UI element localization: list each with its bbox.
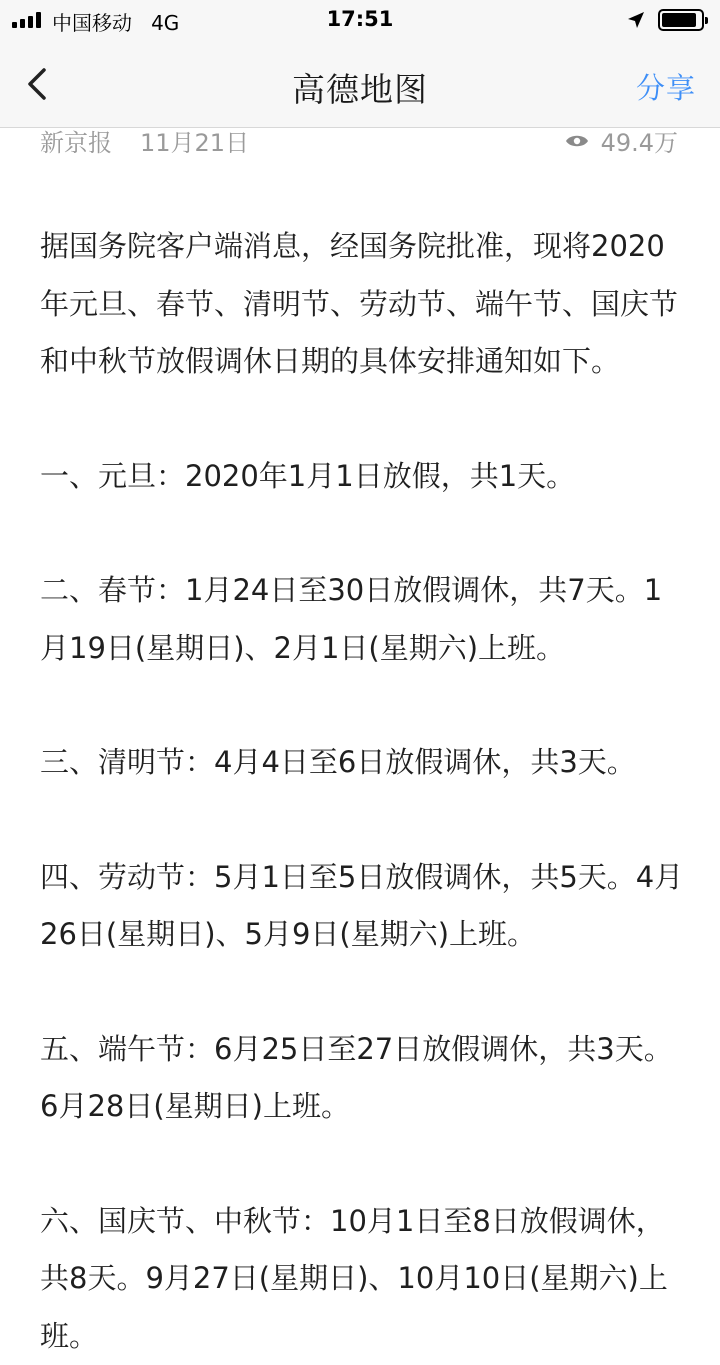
network-type: 4G [151,11,179,35]
view-count-value: 49.4万 [601,123,678,158]
carrier-name: 中国移动 [52,11,132,35]
page-title: 高德地图 [0,64,720,111]
article-paragraph: 据国务院客户端消息，经国务院批准，现将2020年元旦、春节、清明节、劳动节、端午节、国庆节和中秋节放假调休日期的具体安排通知如下。 [40,218,684,391]
article-paragraph: 一、元旦：2020年1月1日放假，共1天。 [40,448,684,506]
status-time: 17:51 [0,7,720,31]
nav-bar [0,40,720,128]
article-paragraph: 六、国庆节、中秋节：10月1日至8日放假调休，共8天。9月27日(星期日)、10月10日(星期六)上班。 [40,1193,684,1365]
eye-icon [565,133,589,149]
share-button[interactable]: 分享 [636,66,696,107]
view-count [565,123,678,158]
article-paragraph: 二、春节：1月24日至30日放假调休，共7天。1月19日(星期日)、2月1日(星期六)上班。 [40,562,684,677]
status-bar [0,0,720,40]
location-arrow-icon [626,10,646,30]
article-source: 新京报 [40,123,112,158]
battery-icon [658,9,704,31]
article-paragraph: 五、端午节：6月25日至27日放假调休，共3天。6月28日(星期日)上班。 [40,1021,684,1136]
article-date: 11月21日 [140,123,249,158]
article-body [40,218,684,1365]
article-paragraph: 四、劳动节：5月1日至5日放假调休，共5天。4月26日(星期日)、5月9日(星期六)上班。 [40,849,684,964]
article-paragraph: 三、清明节：4月4日至6日放假调休，共3天。 [40,734,684,792]
